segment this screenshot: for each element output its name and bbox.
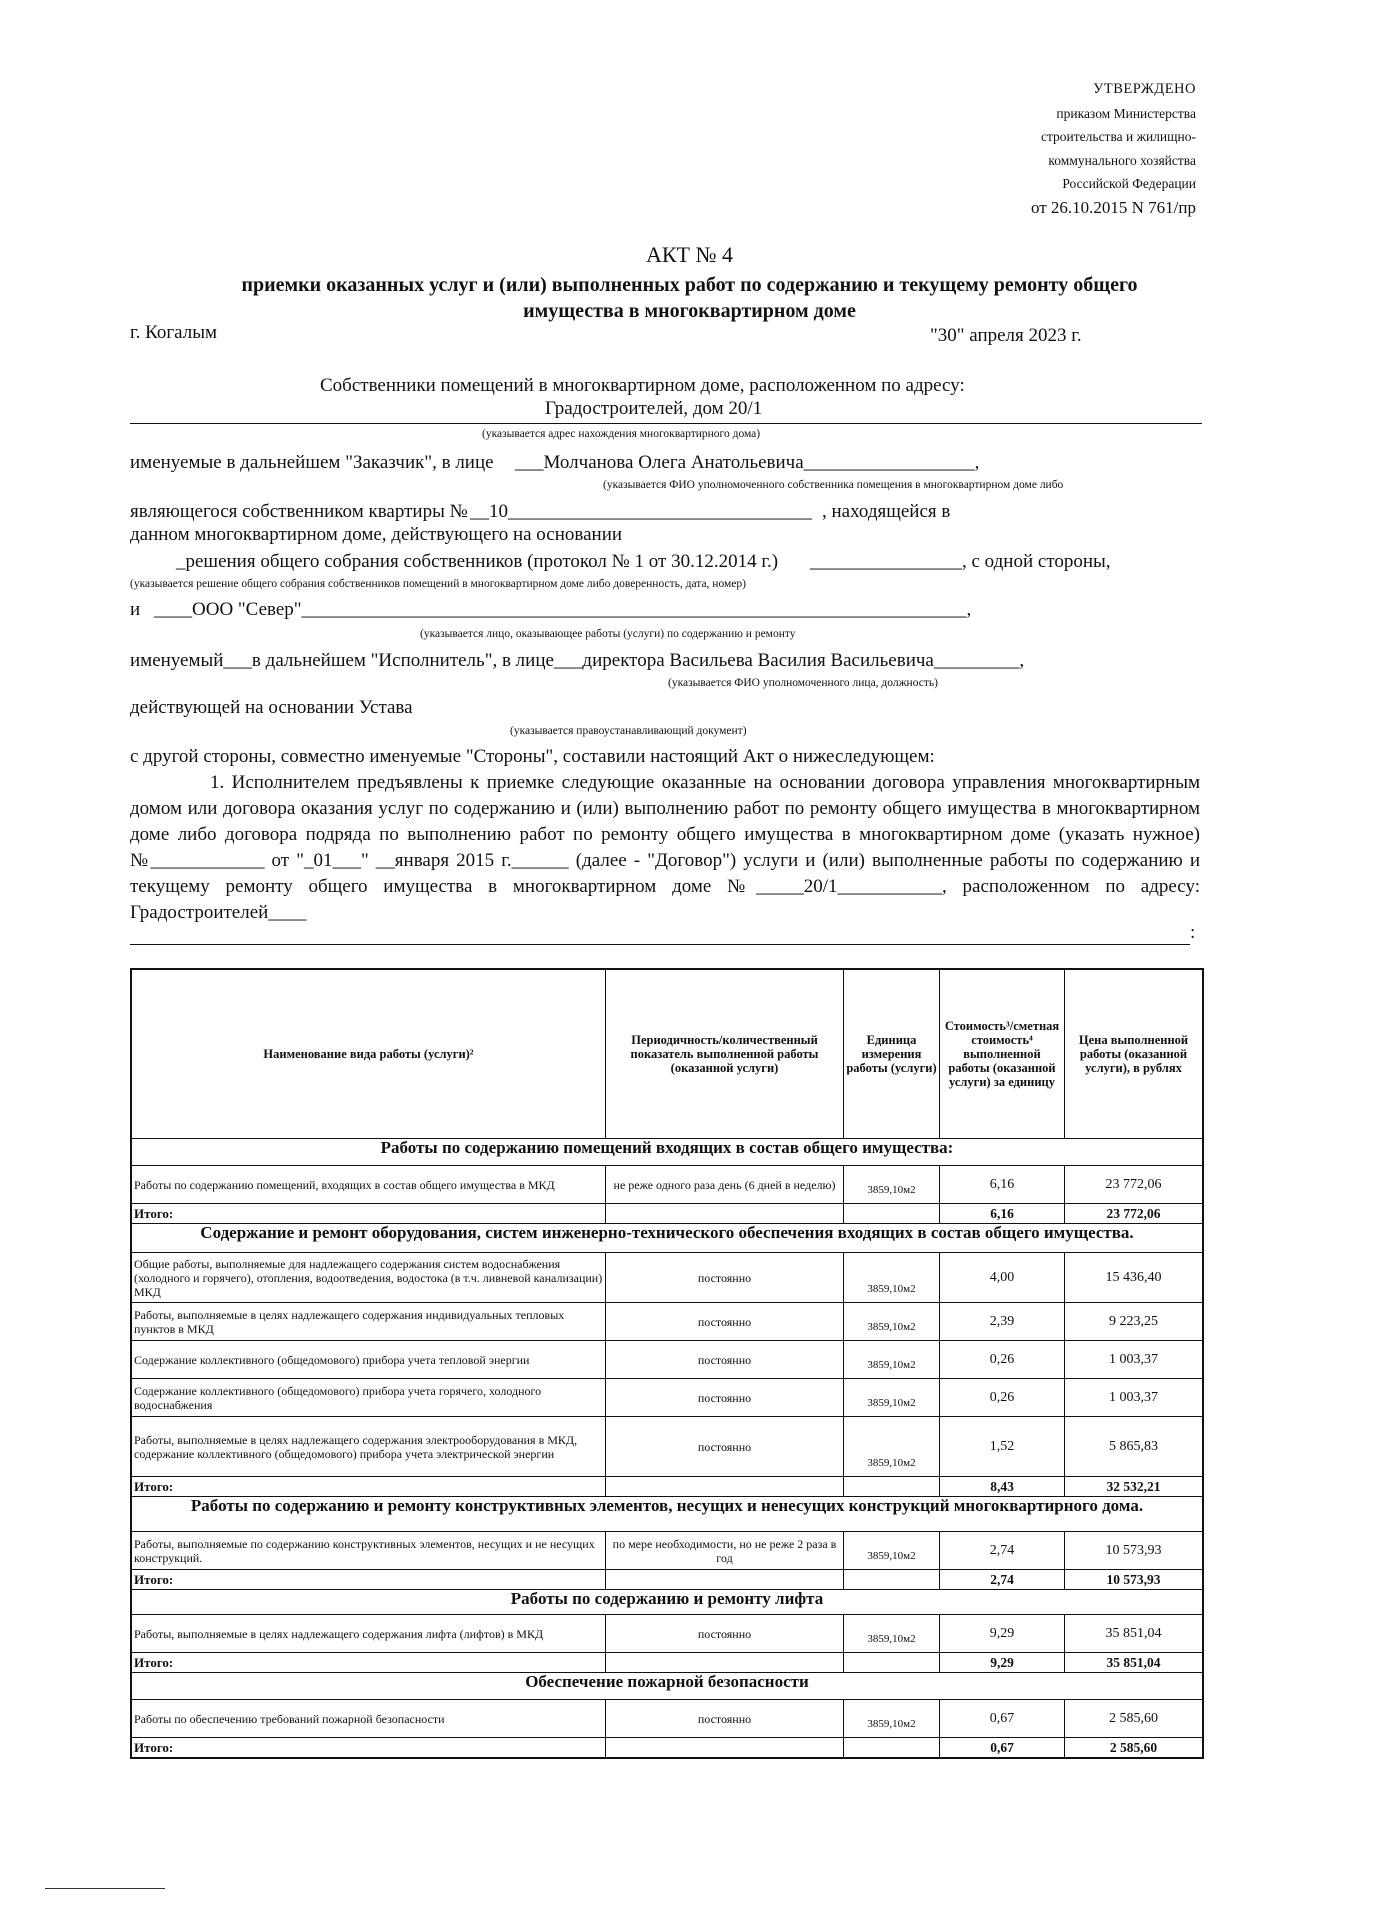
work-name-cell: Работы по обеспечению требований пожарной безопасности bbox=[134, 1711, 445, 1726]
total-empty bbox=[843, 1477, 939, 1496]
unit-cell: 3859,10м2 bbox=[843, 1532, 939, 1569]
unit-cell: 3859,10м2 bbox=[843, 1253, 939, 1302]
customer-prefix: именуемые в дальнейшем "Заказчик", в лице bbox=[130, 452, 494, 473]
total-row bbox=[132, 1203, 1202, 1223]
unit-cell: 3859,10м2 bbox=[843, 1417, 939, 1476]
customer-name: ___Молчанова Олега Анатольевича__________________, bbox=[515, 452, 980, 473]
approval-date: от 26.10.2015 N 761/пр bbox=[1030, 197, 1196, 217]
total-row bbox=[132, 1569, 1202, 1589]
price-cell: 9 223,25 bbox=[1064, 1303, 1202, 1340]
period-cell: не реже одного раза день (6 дней в неделю) bbox=[605, 1166, 843, 1203]
total-rate: 2,74 bbox=[939, 1570, 1064, 1589]
total-empty bbox=[605, 1477, 843, 1496]
total-empty bbox=[843, 1570, 939, 1589]
total-label: Итого: bbox=[134, 1654, 174, 1670]
approval-line: приказом Министерства bbox=[1056, 105, 1196, 121]
period-cell: постоянно bbox=[605, 1253, 843, 1302]
price-cell: 5 865,83 bbox=[1064, 1417, 1202, 1476]
clause-colon: : bbox=[1190, 922, 1196, 943]
total-rate: 0,67 bbox=[939, 1738, 1064, 1757]
period-cell: по мере необходимости, но не реже 2 раза в год bbox=[605, 1532, 843, 1569]
work-name-cell: Работы по содержанию помещений, входящих в состав общего имущества в МКД bbox=[134, 1177, 555, 1192]
table-row bbox=[132, 1416, 1202, 1476]
total-empty bbox=[605, 1653, 843, 1672]
rate-cell: 0,67 bbox=[939, 1700, 1064, 1737]
unit-cell: 3859,10м2 bbox=[843, 1700, 939, 1737]
table-row bbox=[132, 1252, 1202, 1302]
unit-cell: 3859,10м2 bbox=[843, 1615, 939, 1652]
price-cell: 2 585,60 bbox=[1064, 1700, 1202, 1737]
table-row bbox=[132, 1340, 1202, 1378]
total-rate: 6,16 bbox=[939, 1204, 1064, 1223]
total-empty bbox=[605, 1570, 843, 1589]
table-row bbox=[132, 1302, 1202, 1340]
section-title: Работы по содержанию помещений входящих в состав общего имущества: bbox=[380, 1139, 954, 1157]
decision-caption: (указывается решение общего собрания собственников помещений в многоквартирном доме либо доверенность, дата, номер) bbox=[130, 578, 746, 590]
rate-cell: 0,26 bbox=[939, 1379, 1064, 1416]
unit-cell: 3859,10м2 bbox=[843, 1166, 939, 1203]
header-cell: Стоимость³/сметная стоимость⁴ выполненной работы (оказанной услуги) за единицу bbox=[939, 970, 1064, 1138]
section-title: Содержание и ремонт оборудования, систем инженерно-технического обеспечения входящих в состав общего имущества. bbox=[200, 1224, 1134, 1242]
rate-cell: 0,26 bbox=[939, 1341, 1064, 1378]
table-row bbox=[132, 1165, 1202, 1203]
footer-line bbox=[45, 1888, 165, 1889]
section-title: Работы по содержанию и ремонту лифта bbox=[510, 1590, 824, 1608]
address-continuation-line bbox=[130, 944, 1190, 945]
period-cell: постоянно bbox=[605, 1341, 843, 1378]
owner-flat-prefix: являющегося собственником квартиры № bbox=[130, 501, 468, 522]
owners-text: Собственники помещений в многоквартирном доме, расположенном по адресу: bbox=[320, 375, 965, 396]
act-number: АКТ № 4 bbox=[646, 242, 733, 267]
unit-cell: 3859,10м2 bbox=[843, 1303, 939, 1340]
total-rate: 8,43 bbox=[939, 1477, 1064, 1496]
act-date: "30" апреля 2023 г. bbox=[930, 325, 1082, 346]
executor-caption: (указывается ФИО уполномоченного лица, должность) bbox=[668, 677, 938, 689]
period-cell: постоянно bbox=[605, 1700, 843, 1737]
total-price: 35 851,04 bbox=[1064, 1653, 1202, 1672]
rate-cell: 2,74 bbox=[939, 1532, 1064, 1569]
total-price: 23 772,06 bbox=[1064, 1204, 1202, 1223]
approval-block bbox=[1031, 78, 1196, 219]
rate-cell: 6,16 bbox=[939, 1166, 1064, 1203]
owner-flat-suffix: , находящейся в bbox=[822, 501, 951, 522]
unit-cell: 3859,10м2 bbox=[843, 1341, 939, 1378]
section-title: Работы по содержанию и ремонту конструктивных элементов, несущих и ненесущих конструкций многоквартирного дома. bbox=[190, 1497, 1144, 1515]
period-cell: постоянно bbox=[605, 1417, 843, 1476]
total-price: 2 585,60 bbox=[1064, 1738, 1202, 1757]
decision-text: _решения общего собрания собственников (протокол № 1 от 30.12.2014 г.) bbox=[176, 551, 779, 572]
rate-cell: 9,29 bbox=[939, 1615, 1064, 1652]
executor-text: именуемый___в дальнейшем "Исполнитель", в лице___директора Васильева Василия Васильевича_________, bbox=[130, 650, 1025, 671]
section-row bbox=[132, 1223, 1202, 1252]
act-subtitle: приемки оказанных услуг и (или) выполненных работ по содержанию и текущему ремонту общего bbox=[241, 274, 1138, 296]
price-cell: 1 003,37 bbox=[1064, 1379, 1202, 1416]
header-cell: Цена выполненной работы (оказанной услуги), в рублях bbox=[1064, 970, 1202, 1138]
price-cell: 1 003,37 bbox=[1064, 1341, 1202, 1378]
address-underline bbox=[130, 423, 1202, 424]
rate-cell: 1,52 bbox=[939, 1417, 1064, 1476]
rate-cell: 2,39 bbox=[939, 1303, 1064, 1340]
act-subtitle-cont: имущества в многоквартирном доме bbox=[523, 300, 856, 322]
total-empty bbox=[843, 1653, 939, 1672]
section-row bbox=[132, 1589, 1202, 1614]
contractor-prefix: и bbox=[130, 599, 141, 620]
unit-cell: 3859,10м2 bbox=[843, 1379, 939, 1416]
section-row bbox=[132, 1672, 1202, 1699]
address-value: Градостроителей, дом 20/1 bbox=[545, 398, 763, 419]
work-name-cell: Содержание коллективного (общедомового) прибора учета горячего, холодного водоснабжения bbox=[134, 1383, 542, 1412]
work-name-cell: Содержание коллективного (общедомового) прибора учета тепловой энергии bbox=[134, 1352, 530, 1367]
period-cell: постоянно bbox=[605, 1303, 843, 1340]
total-rate: 9,29 bbox=[939, 1653, 1064, 1672]
act-city: г. Когалым bbox=[130, 322, 218, 343]
section-title: Обеспечение пожарной безопасности bbox=[525, 1673, 809, 1691]
total-row bbox=[132, 1737, 1202, 1757]
total-row bbox=[132, 1476, 1202, 1496]
header-cell: Единица измерения работы (услуги) bbox=[843, 970, 939, 1138]
customer-caption: (указывается ФИО уполномоченного собственника помещения в многоквартирном доме либо bbox=[603, 479, 1064, 491]
contractor-caption: (указывается лицо, оказывающее работы (услуги) по содержанию и ремонту bbox=[420, 628, 796, 640]
decision-tail: ________________, с одной стороны, bbox=[810, 551, 1111, 572]
work-name-cell: Работы, выполняемые в целях надлежащего содержания индивидуальных тепловых пунктов в МКД bbox=[134, 1307, 565, 1336]
basis-line: данном многоквартирном доме, действующего на основании bbox=[130, 524, 623, 545]
total-empty bbox=[605, 1204, 843, 1223]
owner-flat-number: __10________________________________ bbox=[470, 501, 812, 522]
approval-line: строительства и жилищно- bbox=[1041, 129, 1196, 144]
price-cell: 35 851,04 bbox=[1064, 1615, 1202, 1652]
charter-caption: (указывается правоустанавливающий документ) bbox=[510, 725, 747, 737]
table-row bbox=[132, 1699, 1202, 1737]
period-cell: постоянно bbox=[605, 1615, 843, 1652]
work-name-cell: Работы, выполняемые по содержанию конструктивных элементов, несущих и не несущих конструкций. bbox=[134, 1536, 595, 1565]
total-price: 32 532,21 bbox=[1064, 1477, 1202, 1496]
total-row bbox=[132, 1652, 1202, 1672]
total-empty bbox=[843, 1738, 939, 1757]
approval-line: коммунального хозяйства bbox=[1048, 152, 1196, 168]
work-name-cell: Работы, выполняемые в целях надлежащего содержания электрооборудования в МКД, содержание коллективного (общедомового) прибора учета электрической энергии bbox=[134, 1432, 578, 1461]
table-header-row bbox=[132, 970, 1202, 1138]
total-label: Итого: bbox=[134, 1571, 174, 1587]
approval-line: Российской Федерации bbox=[1062, 176, 1196, 191]
header-cell: Периодичность/количественный показатель выполненной работы (оказанной услуги) bbox=[605, 970, 843, 1138]
total-label: Итого: bbox=[134, 1478, 174, 1494]
approval-heading: УТВЕРЖДЕНО bbox=[1093, 81, 1196, 97]
header-cell: Наименование вида работы (услуги)² bbox=[263, 1047, 474, 1061]
price-cell: 10 573,93 bbox=[1064, 1532, 1202, 1569]
total-empty bbox=[605, 1738, 843, 1757]
period-cell: постоянно bbox=[605, 1379, 843, 1416]
works-table bbox=[130, 968, 1204, 1759]
clause-1: 1. Исполнителем предъявлены к приемке следующие оказанные на основании договора управления многоквартирным домом или договора оказания услуг по содержанию и (или) выполнению работ по ремонту общего имущества в многоквартирном доме либо договора подряда по выполнению работ по ремонту общего имущества в многоквартирном доме (указать нужное) №____________ от "_01___" __января 2015 г.______ (далее - "Договор") услуги и (или) выполненные работы по содержанию и текущему ремонту общего имущества в многоквартирном доме №_____20/1___________, расположенном по адресу: Градостроителей____ bbox=[130, 772, 1200, 923]
section-row bbox=[132, 1496, 1202, 1531]
contractor-name: ____ООО "Север"______________________________________________________________________, bbox=[154, 599, 972, 620]
work-name-cell: Работы, выполняемые в целях надлежащего содержания лифта (лифтов) в МКД bbox=[134, 1626, 544, 1641]
table-row bbox=[132, 1614, 1202, 1652]
table-row bbox=[132, 1378, 1202, 1416]
price-cell: 23 772,06 bbox=[1064, 1166, 1202, 1203]
rate-cell: 4,00 bbox=[939, 1253, 1064, 1302]
address-caption: (указывается адрес нахождения многоквартирного дома) bbox=[482, 428, 761, 440]
charter-text: действующей на основании Устава bbox=[130, 697, 413, 718]
total-price: 10 573,93 bbox=[1064, 1570, 1202, 1589]
total-label: Итого: bbox=[134, 1739, 174, 1755]
price-cell: 15 436,40 bbox=[1064, 1253, 1202, 1302]
work-name-cell: Общие работы, выполняемые для надлежащего содержания систем водоснабжения (холодного и горячего), отопления, водоотведения, водостока (в т.ч. ливневой канализации) МКД bbox=[134, 1256, 603, 1299]
sides-text: с другой стороны, совместно именуемые "Стороны", составили настоящий Акт о нижеследующем: bbox=[130, 746, 935, 767]
total-empty bbox=[843, 1204, 939, 1223]
table-row bbox=[132, 1531, 1202, 1569]
section-row bbox=[132, 1138, 1202, 1165]
total-label: Итого: bbox=[134, 1205, 174, 1221]
